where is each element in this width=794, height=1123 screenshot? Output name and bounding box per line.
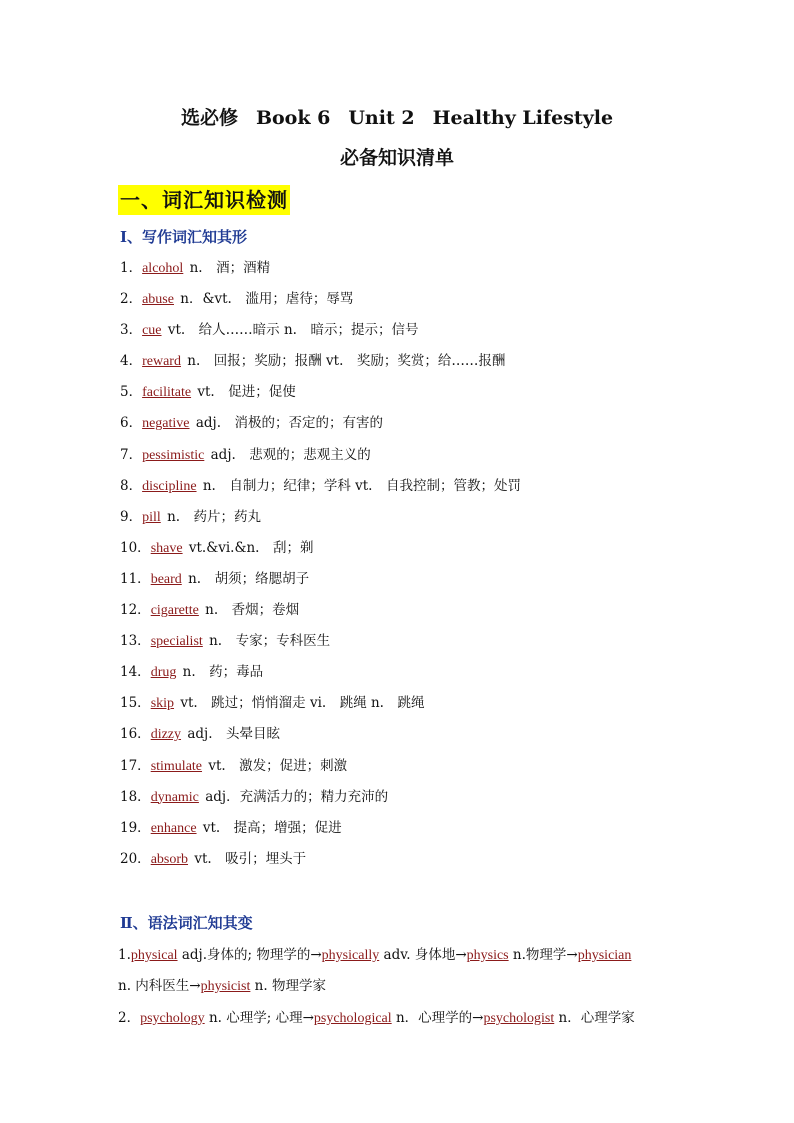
- vocab-item-number: 5．: [120, 384, 143, 401]
- vocab-item: [120, 756, 680, 787]
- vocab-meaning: n. 香烟；卷烟: [205, 602, 300, 619]
- grammar-text: n.物理学→: [512, 947, 578, 963]
- vocab-meaning: vt. 激发；促进；刺激: [208, 757, 348, 774]
- vocab-item: [120, 849, 680, 880]
- vocab-item-number: 9．: [120, 508, 143, 525]
- grammar-text: n．心理学的→: [395, 1010, 484, 1026]
- title-book: Book 6: [255, 107, 331, 129]
- vocab-item-number: 4．: [120, 353, 143, 370]
- grammar-text: adv. 身体地→: [383, 947, 467, 963]
- vocab-answer-word: discipline: [142, 478, 197, 494]
- grammar-text: adj.身体的; 物理学的→: [181, 947, 322, 963]
- vocab-answer-word: enhance: [150, 820, 197, 836]
- vocab-meaning: n. 药片；药丸: [167, 508, 262, 525]
- vocab-meaning: adj．充满活力的；精力充沛的: [205, 788, 389, 805]
- grammar-item-number: 1.: [118, 947, 131, 963]
- grammar-item-1-line-2: [118, 976, 688, 997]
- vocab-item-number: 8．: [120, 477, 143, 494]
- grammar-item-2: [118, 1008, 688, 1029]
- vocab-meaning: adj. 悲观的；悲观主义的: [210, 446, 371, 463]
- vocab-item-number: 17．: [120, 757, 151, 774]
- vocab-meaning: adj. 头晕目眩: [187, 726, 280, 743]
- vocab-item-number: 19．: [120, 819, 151, 836]
- vocab-answer-word: abuse: [142, 292, 174, 308]
- answer-word: physicist: [200, 979, 251, 994]
- answer-word: physically: [321, 948, 380, 963]
- answer-word: psychologist: [483, 1011, 555, 1026]
- title-unit: Unit 2: [348, 107, 415, 129]
- vocab-item: [120, 445, 680, 476]
- vocab-item-number: 3．: [120, 322, 143, 339]
- vocab-item: [120, 600, 680, 631]
- subheading-writing-vocabulary: Ⅰ、写作词汇知其形: [120, 228, 248, 246]
- vocab-item: [120, 351, 680, 382]
- vocab-answer-word: skip: [150, 696, 175, 712]
- vocab-answer-word: alcohol: [142, 261, 184, 276]
- vocab-answer-word: absorb: [150, 851, 189, 867]
- vocab-item: [120, 662, 680, 693]
- subheading-grammar-vocabulary: Ⅱ、语法词汇知其变: [120, 914, 253, 932]
- vocab-item-number: 10．: [120, 539, 151, 556]
- vocab-item: [120, 476, 680, 507]
- vocab-item: [120, 413, 680, 444]
- grammar-text: n. 物理学家: [254, 978, 326, 994]
- vocab-item: [120, 382, 680, 413]
- vocab-item-number: 20．: [120, 850, 151, 867]
- vocab-item-number: 14．: [120, 664, 151, 681]
- vocab-answer-word: shave: [150, 540, 183, 556]
- vocab-answer-word: facilitate: [142, 385, 192, 401]
- vocab-meaning: vt. 给人……暗示 n. 暗示；提示；信号: [167, 322, 419, 339]
- vocab-meaning: n. 酒；酒精: [189, 260, 271, 276]
- title-course: 选必修: [180, 107, 238, 129]
- vocab-answer-word: cigarette: [150, 603, 199, 619]
- vocab-item-number: 15．: [120, 695, 151, 712]
- vocab-item-number: 2．: [120, 291, 143, 308]
- vocab-item: [120, 787, 680, 818]
- answer-word: psychological: [313, 1011, 392, 1026]
- vocab-answer-word: cue: [142, 323, 162, 339]
- vocab-meaning: vt. 跳过；悄悄溜走 vi. 跳绳 n. 跳绳: [180, 695, 425, 712]
- grammar-text: n. 心理学; 心理→: [208, 1010, 314, 1026]
- vocab-item: [120, 320, 680, 351]
- vocab-item: [120, 693, 680, 724]
- vocab-item-number: 13．: [120, 633, 151, 650]
- vocab-meaning: adj. 消极的；否定的；有害的: [195, 415, 383, 432]
- vocab-meaning: vt. 促进；促使: [197, 384, 296, 401]
- vocab-item-number: 7．: [120, 446, 143, 463]
- document-subtitle: 必备知识清单: [339, 147, 454, 169]
- grammar-item-number: 2．: [118, 1010, 141, 1026]
- vocab-answer-word: dizzy: [150, 727, 182, 743]
- vocab-item-number: 18．: [120, 788, 151, 805]
- vocab-answer-word: beard: [150, 571, 182, 587]
- vocab-meaning: n．&vt. 滥用；虐待；辱骂: [180, 291, 354, 308]
- vocab-answer-word: dynamic: [150, 789, 199, 805]
- vocab-answer-word: specialist: [150, 634, 203, 650]
- answer-word: psychology: [140, 1011, 205, 1026]
- vocab-answer-word: reward: [142, 354, 181, 370]
- vocab-item: [120, 507, 680, 538]
- vocab-item: [120, 724, 680, 755]
- vocab-item-number: 1．: [120, 260, 143, 276]
- vocab-answer-word: pill: [142, 509, 161, 525]
- vocab-item: [120, 289, 680, 320]
- vocab-answer-word: stimulate: [150, 758, 203, 774]
- title-topic: Healthy Lifestyle: [432, 107, 614, 129]
- grammar-text: n．心理学家: [558, 1010, 635, 1026]
- answer-word: physical: [130, 948, 178, 963]
- vocab-item-number: 6．: [120, 415, 143, 432]
- vocab-meaning: n. 胡须；络腮胡子: [188, 570, 310, 587]
- vocabulary-list: [120, 258, 680, 880]
- vocab-answer-word: pessimistic: [142, 447, 205, 463]
- vocab-item-number: 16．: [120, 726, 151, 743]
- vocab-item: [120, 258, 680, 289]
- grammar-text: n. 内科医生→: [118, 978, 201, 994]
- vocab-answer-word: negative: [142, 416, 190, 432]
- vocab-item: [120, 569, 680, 600]
- document-title: [0, 106, 794, 130]
- vocab-item: [120, 538, 680, 569]
- vocab-meaning: n. 药；毒品: [182, 664, 264, 681]
- vocab-answer-word: drug: [150, 665, 177, 681]
- answer-word: physician: [577, 948, 632, 963]
- answer-word: physics: [466, 948, 509, 963]
- vocab-item-number: 12．: [120, 602, 151, 619]
- vocab-meaning: n. 专家；专科医生: [209, 633, 331, 650]
- vocab-meaning: vt. 吸引；埋头于: [194, 850, 307, 867]
- section-heading-vocabulary: 一、词汇知识检测: [118, 185, 290, 215]
- vocab-meaning: vt. 提高；增强；促进: [202, 819, 342, 836]
- vocab-item-number: 11．: [120, 570, 151, 587]
- vocab-meaning: n. 回报；奖励；报酬 vt. 奖励；奖赏；给……报酬: [187, 353, 506, 370]
- vocab-item: [120, 818, 680, 849]
- vocab-meaning: n. 自制力；纪律；学科 vt. 自我控制；管教；处罚: [202, 477, 521, 494]
- vocab-meaning: vt.&vi.&n. 刮；剃: [188, 539, 314, 556]
- vocab-item: [120, 631, 680, 662]
- grammar-item-1-line-1: [118, 945, 688, 966]
